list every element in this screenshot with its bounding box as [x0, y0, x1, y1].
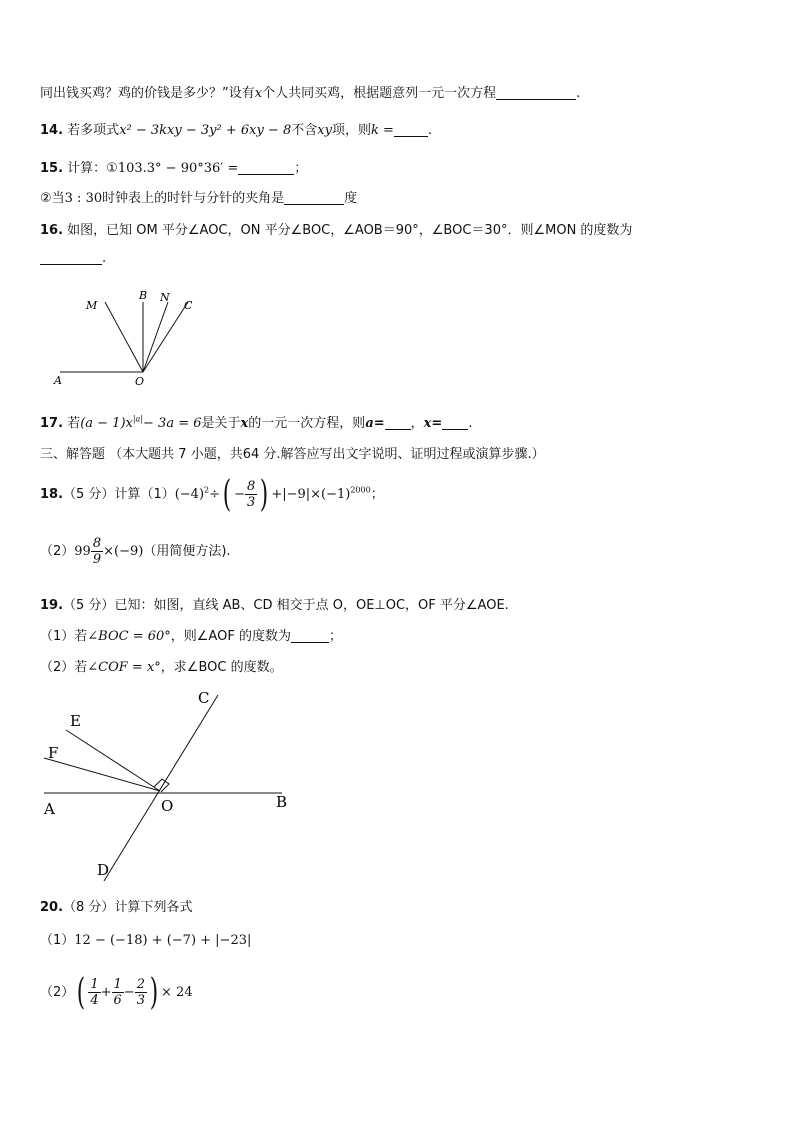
question-14: 14. 若多项式x² − 3kxy − 3y² + 6xy − 8不含xy项，则k = . [40, 123, 432, 138]
ray-OE [66, 730, 160, 791]
answer-blank[interactable] [291, 628, 329, 643]
fraction: $\frac{1}{6}$ [113, 977, 122, 1008]
line-CD [104, 695, 218, 881]
label-O: O [135, 375, 145, 388]
label-N: N [160, 291, 170, 304]
answer-blank[interactable] [442, 415, 468, 430]
answer-blank[interactable] [496, 85, 576, 100]
section-description: （本大题共 7 小题，共64 分.解答应写出文字说明、证明过程或演算步骤.） [109, 447, 545, 462]
question-15-part2: ②当3 : 30时钟表上的时针与分针的夹角是 度 [40, 191, 358, 206]
label-C: C [184, 299, 193, 312]
label-D: D [97, 861, 110, 879]
question-15: 15. 计算：①103.3° − 90°36′ = ； [40, 161, 308, 176]
ray-OF [44, 758, 160, 791]
answer-blank[interactable] [394, 122, 428, 137]
polynomial-expression: x² − 3kxy − 3y² + 6xy − 8 [119, 123, 292, 138]
fraction: $\frac{1}{4}$ [90, 977, 99, 1008]
label-B: B [139, 289, 148, 302]
q19-intersecting-lines-figure [40, 685, 300, 885]
label-B: B [276, 793, 288, 811]
question-17: 17. 若$(a - 1)x^{|a|}- 3a = 6$是关于x的一元一次方程，则a= ，x= . [40, 414, 473, 431]
ray-OC [143, 302, 188, 372]
question-16: 16. 如图，已知 OM 平分∠AOC，ON 平分∠BOC，∠AOB＝90°，∠BOC＝30°．则∠MON 的度数为 [40, 223, 633, 238]
label-O: O [161, 797, 174, 815]
question-18: 18.（5 分）计算$(1)(-4)^2\div$( − $\frac{8}{3}$ ) $+|-9|\times(-1)^{2000}$； [40, 474, 384, 515]
question-19-part2: （2）若∠COF = x°，求∠BOC 的度数。 [40, 660, 283, 675]
question-19: 19.（5 分）已知：如图，直线 AB、CD 相交于点 O，OE⊥OC，OF 平分∠AOE. [40, 598, 509, 613]
question-20-part1: （1）12 − (−18) + (−7) + |−23| [40, 933, 252, 948]
label-C: C [198, 689, 210, 707]
section-3-header [40, 443, 545, 462]
fraction: $\frac{8}{3}$ [246, 479, 256, 510]
ray-OM [105, 302, 143, 372]
question-20-part2: （2）( $\frac{1}{4}$ + $\frac{1}{6}$ − $\frac{2}{3}$ ) × 24 [40, 972, 193, 1013]
question-19-part1: （1）若∠BOC = 60°，则∠AOF 的度数为 ； [40, 629, 342, 644]
fraction: $\frac{2}{3}$ [136, 977, 145, 1008]
answer-blank[interactable] [40, 250, 102, 265]
answer-blank[interactable] [284, 190, 344, 205]
question-16-answer: . [40, 250, 106, 266]
section-title: 三、解答题 [40, 447, 106, 462]
question-20: 20.（8 分）计算下列各式 [40, 900, 193, 915]
fraction: $\frac{8}{9}$ [92, 536, 102, 567]
question-18-part2: （2）99 $\frac{8}{9}$ ×(−9)（用简便方法). [40, 536, 231, 567]
label-M: M [86, 299, 98, 312]
label-F: F [48, 744, 59, 762]
label-A: A [44, 800, 55, 818]
ray-ON [143, 302, 168, 372]
q16-angle-figure [40, 285, 210, 390]
q13-tail: 同出钱买鸡？鸡的价钱是多少？”设有x个人共同买鸡，根据题意列一元一次方程 . [40, 86, 581, 101]
answer-blank[interactable] [238, 160, 294, 175]
label-A: A [54, 374, 62, 387]
answer-blank[interactable] [385, 415, 411, 430]
label-E: E [70, 712, 81, 730]
